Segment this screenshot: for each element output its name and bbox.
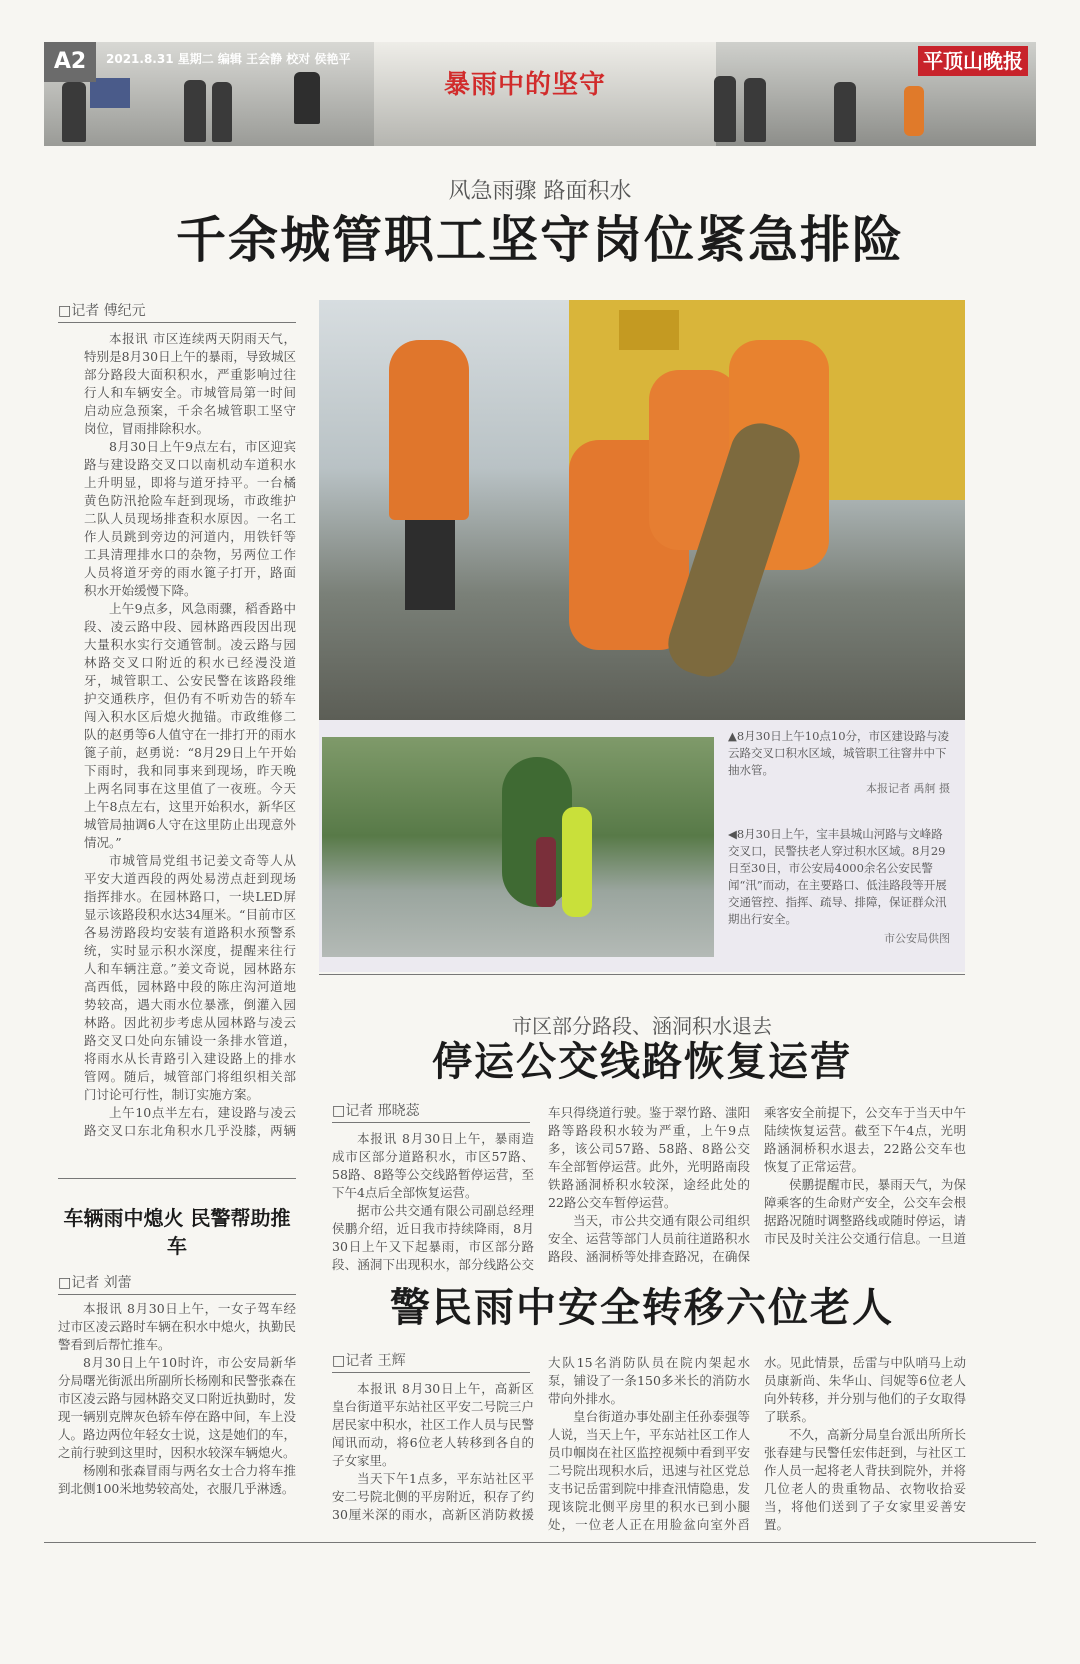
article1-paragraph: 上午9点多，风急雨骤，稻香路中段、凌云路中段、园林路西段因出现大量积水实行交通管制。凌云路与园林路交叉口附近的积水已经漫没道牙，城管职工、公安民警在该路段维护交通秩序，但仍有不听劝告的轿车闯入积水区后熄火抛锚。市政维修二队的赵勇等6人值守在一排打开的雨水篦子前，赵勇说：“8月29日上午开始下雨时，我和同事来到现场，昨天晚上两名同事在这里值了一夜班。今天上午8点左右，这里开始积水，新华区城管局抽调6人守在这里防止出现意外情况。” [84, 601, 296, 850]
article3-subhead: 市区部分路段、涵洞积水退去 [512, 1014, 772, 1038]
article1-paragraph: 本报讯 市区连续两天阴雨天气，特别是8月30日上午的暴雨，导致城区部分路段大面积积水，严重影响过往行人和车辆安全。市城管局第一时间启动应急预案，千余名城管职工坚守岗位，冒雨排除积水。 [84, 331, 296, 436]
photo1-caption: ▲8月30日上午10点10分，市区建设路与凌云路交叉口积水区域，城管职工往窨井中下抽水管。 [728, 729, 950, 777]
worker-figure [389, 340, 469, 520]
article1-paragraph: 8月30日上午9点左右，市区迎宾路与建设路交叉口以南机动车道积水上升明显，即将与道牙持平。一台橘黄色防汛抢险车赶到现场，市政维护二队人员现场排查积水原因。一名工作人员跳到旁边的河道内，用铁钎等工具清理排水口的杂物，另两位工作人员将道牙旁的雨水篦子打开，路面积水开始缓慢下降。 [84, 439, 296, 598]
page-code: A2 [44, 42, 96, 82]
photo1-credit: 本报记者 禹舸 摄 [866, 782, 950, 795]
article4-paragraph: 本报讯 8月30日上午，高新区皇台街道平东站社区平安二号院三户居民家中积水，社区工作人员与民警闻讯而动，将6位老人转移到各自的子女家里。 [332, 1381, 534, 1468]
article3-paragraph: 侯鹏提醒市民，暴雨天气，为保障乘客的生命财产安全，公交车会根据路况随时调整路线或随时停运，请市民及时关注公交通行信息。一旦道 [764, 1177, 966, 1246]
article1-body [84, 330, 296, 1140]
article3-headline: 停运公交线路恢复运营 [432, 1039, 852, 1085]
article2-body [58, 1300, 296, 1520]
article1-subhead: 风急雨骤 路面积水 [448, 179, 632, 204]
footer-rule [44, 1542, 1036, 1543]
banner-sign [90, 78, 130, 108]
article2-byline: □记者 刘蕾 [58, 1272, 296, 1295]
article2-headline: 车辆雨中熄火 民警帮助推车 [63, 1206, 291, 1258]
article1-paragraph: 市城管局党组书记姜文奇等人从平安大道西段的两处易涝点赶到现场指挥排水。在园林路口，一块LED屏显示该路段积水达34厘米。“目前市区各易涝路段均安装有道路积水预警系统，实时显示积水深度，提醒来往行人和车辆注意。”姜文奇说，园林路东高西低，园林路中段的陈庄沟河道地势较高，遇大雨水位暴涨，倒灌入园林路。因此初步考虑从园林路与凌云路交叉口处向东铺设一条排水管道，将雨水从长青路引入建设路上的排水管网。随后，城管部门将组织相关部门讨论可行性，制订实施方案。 [84, 853, 296, 1102]
article3-paragraph: 当天，市公共交通有限公司组织安全、运营等部门人员前往道路积水路段、涵洞桥等处排查路况，在确保乘客安全前提下，公交车于当天中午陆续恢复运营。截至下午4点，光明路涵洞桥积水退去，22路公交车也恢复了正常运营。 [548, 1105, 966, 1264]
article2-paragraph: 杨刚和张森冒雨与两名女士合力将车推到北侧100米地势较高处，衣服几乎淋透。 [58, 1463, 296, 1496]
photo-police-elder [322, 737, 714, 957]
police-figure [562, 807, 592, 917]
article1-headline: 千余城管职工坚守岗位紧急排险 [176, 211, 904, 269]
banner-figure [62, 82, 86, 142]
article2-paragraph: 本报讯 8月30日上午，一女子驾车经过市区凌云路时车辆在积水中熄火，执勤民警看到后帮忙推车。 [58, 1301, 296, 1352]
article2-paragraph: 8月30日上午10时许，市公安局新华分局曙光街派出所副所长杨刚和民警张森在市区凌云路与园林路交叉口附近执勤时，发现一辆别克牌灰色轿车停在路中间，车上没人。路边两位年轻女士说，这是她们的车，之前行驶到这里时，因积水较深车辆熄火。 [58, 1355, 296, 1460]
article3-byline: □记者 邢晓蕊 [332, 1100, 530, 1123]
page-banner [44, 42, 1036, 146]
article4-paragraph: 不久，高新分局皇台派出所所长张春建与民警任宏伟赶到，与社区工作人员一起将老人背扶到院外，并将几位老人的贵重物品、衣物收拾妥当，将他们送到了子女家里妥善安置。 [764, 1427, 966, 1532]
elder-figure [536, 837, 556, 907]
article4-body [332, 1354, 966, 1534]
article1-byline: □记者 傅纪元 [58, 300, 296, 323]
photo2-credit: 市公安局供图 [884, 932, 950, 945]
section-title: 暴雨中的坚守 [444, 70, 607, 100]
article1-paragraph: 上午10点半左右，建设路与凌云路交叉口东北角积水几乎没膝，两辆 [84, 1105, 296, 1138]
article4-byline: □记者 王辉 [332, 1350, 530, 1373]
article4-paragraph: 皇台街道办事处副主任孙泰强等人说，当天上午，平东站社区工作人员巾帼岗在社区监控视频中看到平安二号院出现积水后，迅速与社区党总支书记岳雷到院中排查汛情隐患，发现该院北侧平房里的积水已到小腿处，一位老人正在用脸盆向室外舀水。见此情景，岳雷与中队哨马上动员康新尚、朱华山、闫妮等6位老人向外转移，并分别与他们的子女取得了联系。 [548, 1355, 966, 1532]
article3-paragraph: 本报讯 8月30日上午，暴雨造成市区部分道路积水，市区57路、58路、8路等公交线路暂停运营，至下午4点后全部恢复运营。 [332, 1131, 534, 1200]
newspaper-logo: 平顶山晚报 [918, 46, 1028, 76]
divider [319, 974, 965, 975]
article4-paragraph: 当天下午1点多，平东站社区平安二号院北侧的平房附近，积存了约30厘米深的雨水，高新区消防救援大队15名消防队员在院内架起水泵，铺设了一条150多米长的消防水带向外排水。 [332, 1355, 750, 1522]
article3-paragraph: 据市公共交通有限公司副总经理侯鹏介绍，近日我市持续降雨，8月30日上午又下起暴雨，市区部分路段、涵洞下出现积水，部分线路公交车只得绕道行驶。鉴于翠竹路、滍阳路等路段积水较为严重，上午9点多，该公司57路、58路、8路公交车全部暂停运营。此外，光明路南段铁路涵洞桥积水较深，途经此处的22路公交车暂停运营。 [332, 1105, 750, 1272]
photo-workers-pipe [319, 300, 965, 720]
dateline: 2021.8.31 星期二 编辑 王会静 校对 侯艳平 [106, 52, 351, 66]
divider [58, 1178, 296, 1179]
photo2-caption: ◀8月30日上午，宝丰县城山河路与文峰路交叉口，民警扶老人穿过积水区域。8月29日至30日，市公安局4000余名公安民警闻“汛”而动，在主要路口、低洼路段等开展交通管控、指挥、疏导、排障，保证群众汛期出行安全。 [728, 827, 947, 926]
article3-body [332, 1104, 966, 1276]
article4-headline: 警民雨中安全转移六位老人 [390, 1285, 894, 1331]
